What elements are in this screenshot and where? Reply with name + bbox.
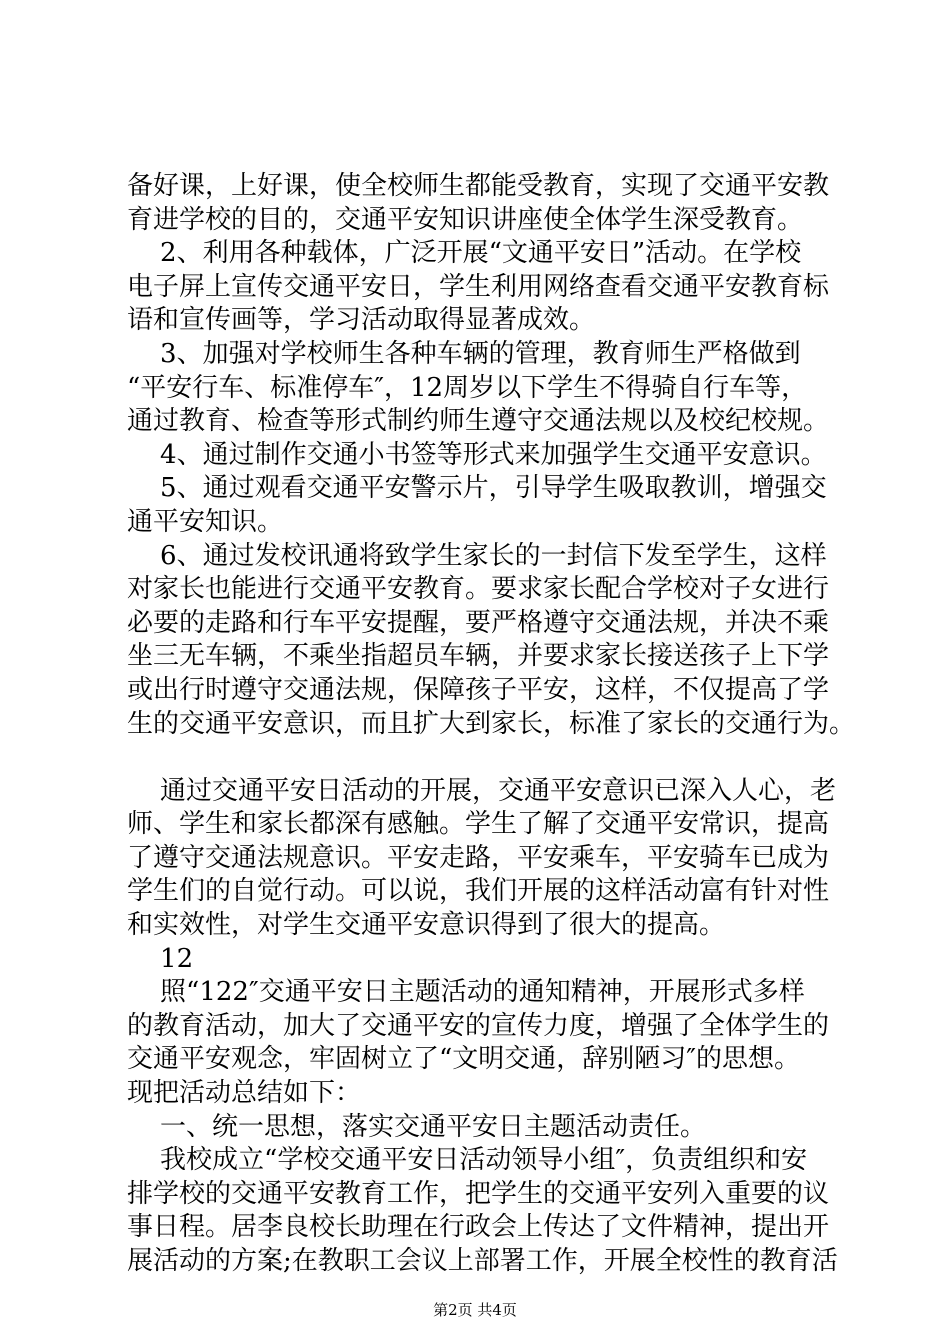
text-line: 通过教育、检查等形式制约师生遵守交通法规以及校纪校规。 xyxy=(127,406,830,437)
text-line: 2、利用各种载体，广泛开展“文通平安日”活动。在学校 xyxy=(127,238,802,269)
text-line: 通平安知识。 xyxy=(127,506,284,537)
text-line: 6、通过发校讯通将致学生家长的一封信下发至学生，这样 xyxy=(127,540,827,571)
text-line: 照“122″交通平安日主题活动的通知精神，开展形式多样 xyxy=(127,977,805,1008)
text-line: 现把活动总结如下： xyxy=(127,1078,362,1109)
text-line: 展活动的方案;在教职工会议上部署工作，开展全校性的教育活 xyxy=(127,1246,838,1276)
text-line: 师、学生和家长都深有感触。学生了解了交通平安常识，提高 xyxy=(127,809,830,840)
document-body xyxy=(127,170,857,1279)
text-line: 了遵守交通法规意识。平安走路，平安乘车，平安骑车已成为 xyxy=(127,842,830,873)
text-line: “平安行车、标准停车″，12周岁以下学生不得骑自行车等， xyxy=(127,372,808,403)
text-line: 育进学校的目的，交通平安知识讲座使全体学生深受教育。 xyxy=(127,204,804,235)
text-line: 对家长也能进行交通平安教育。要求家长配合学校对子女进行 xyxy=(127,574,830,605)
text-line: 事日程。居李良校长助理在行政会上传达了文件精神，提出开 xyxy=(127,1212,830,1243)
text-line: 3、加强对学校师生各种车辆的管理，教育师生严格做到 xyxy=(127,338,801,369)
blank-line xyxy=(127,741,857,775)
text-line: 和实效性，对学生交通平安意识得到了很大的提高。 xyxy=(127,910,726,941)
text-line: 排学校的交通平安教育工作，把学生的交通平安列入重要的议 xyxy=(127,1178,830,1209)
text-line: 交通平安观念，牢固树立了“文明交通，辞别陋习″的思想。 xyxy=(127,1044,801,1075)
text-line: 必要的走路和行车平安提醒，要严格遵守交通法规，并决不乘 xyxy=(127,607,830,638)
text-line: 生的交通平安意识，而且扩大到家长，标准了家长的交通行为。 xyxy=(127,708,856,739)
text-line: 电子屏上宣传交通平安日，学生利用网络查看交通平安教育标 xyxy=(127,271,830,302)
text-line: 或出行时遵守交通法规，保障孩子平安，这样，不仅提高了学 xyxy=(127,674,830,705)
text-line: 5、通过观看交通平安警示片，引导学生吸取教训，增强交 xyxy=(127,473,827,504)
page-footer: 第2页 共4页 xyxy=(433,1301,517,1319)
text-line: 12 xyxy=(127,943,194,974)
text-line: 语和宣传画等，学习活动取得显著成效。 xyxy=(127,305,596,336)
text-line: 4、通过制作交通小书签等形式来加强学生交通平安意识。 xyxy=(127,439,827,470)
text-line: 通过交通平安日活动的开展，交通平安意识已深入人心，老 xyxy=(127,775,837,806)
text-line: 学生们的自觉行动。可以说，我们开展的这样活动富有针对性 xyxy=(127,876,830,907)
text-line: 我校成立“学校交通平安日活动领导小组″，负责组织和安 xyxy=(127,1145,808,1176)
text-line: 坐三无车辆，不乘坐指超员车辆，并要求家长接送孩子上下学 xyxy=(127,641,830,672)
text-line: 一、统一思想，落实交通平安日主题活动责任。 xyxy=(127,1111,707,1142)
text-line: 的教育活动，加大了交通平安的宣传力度，增强了全体学生的 xyxy=(127,1010,830,1041)
text-line: 备好课，上好课，使全校师生都能受教育，实现了交通平安教 xyxy=(127,171,830,201)
